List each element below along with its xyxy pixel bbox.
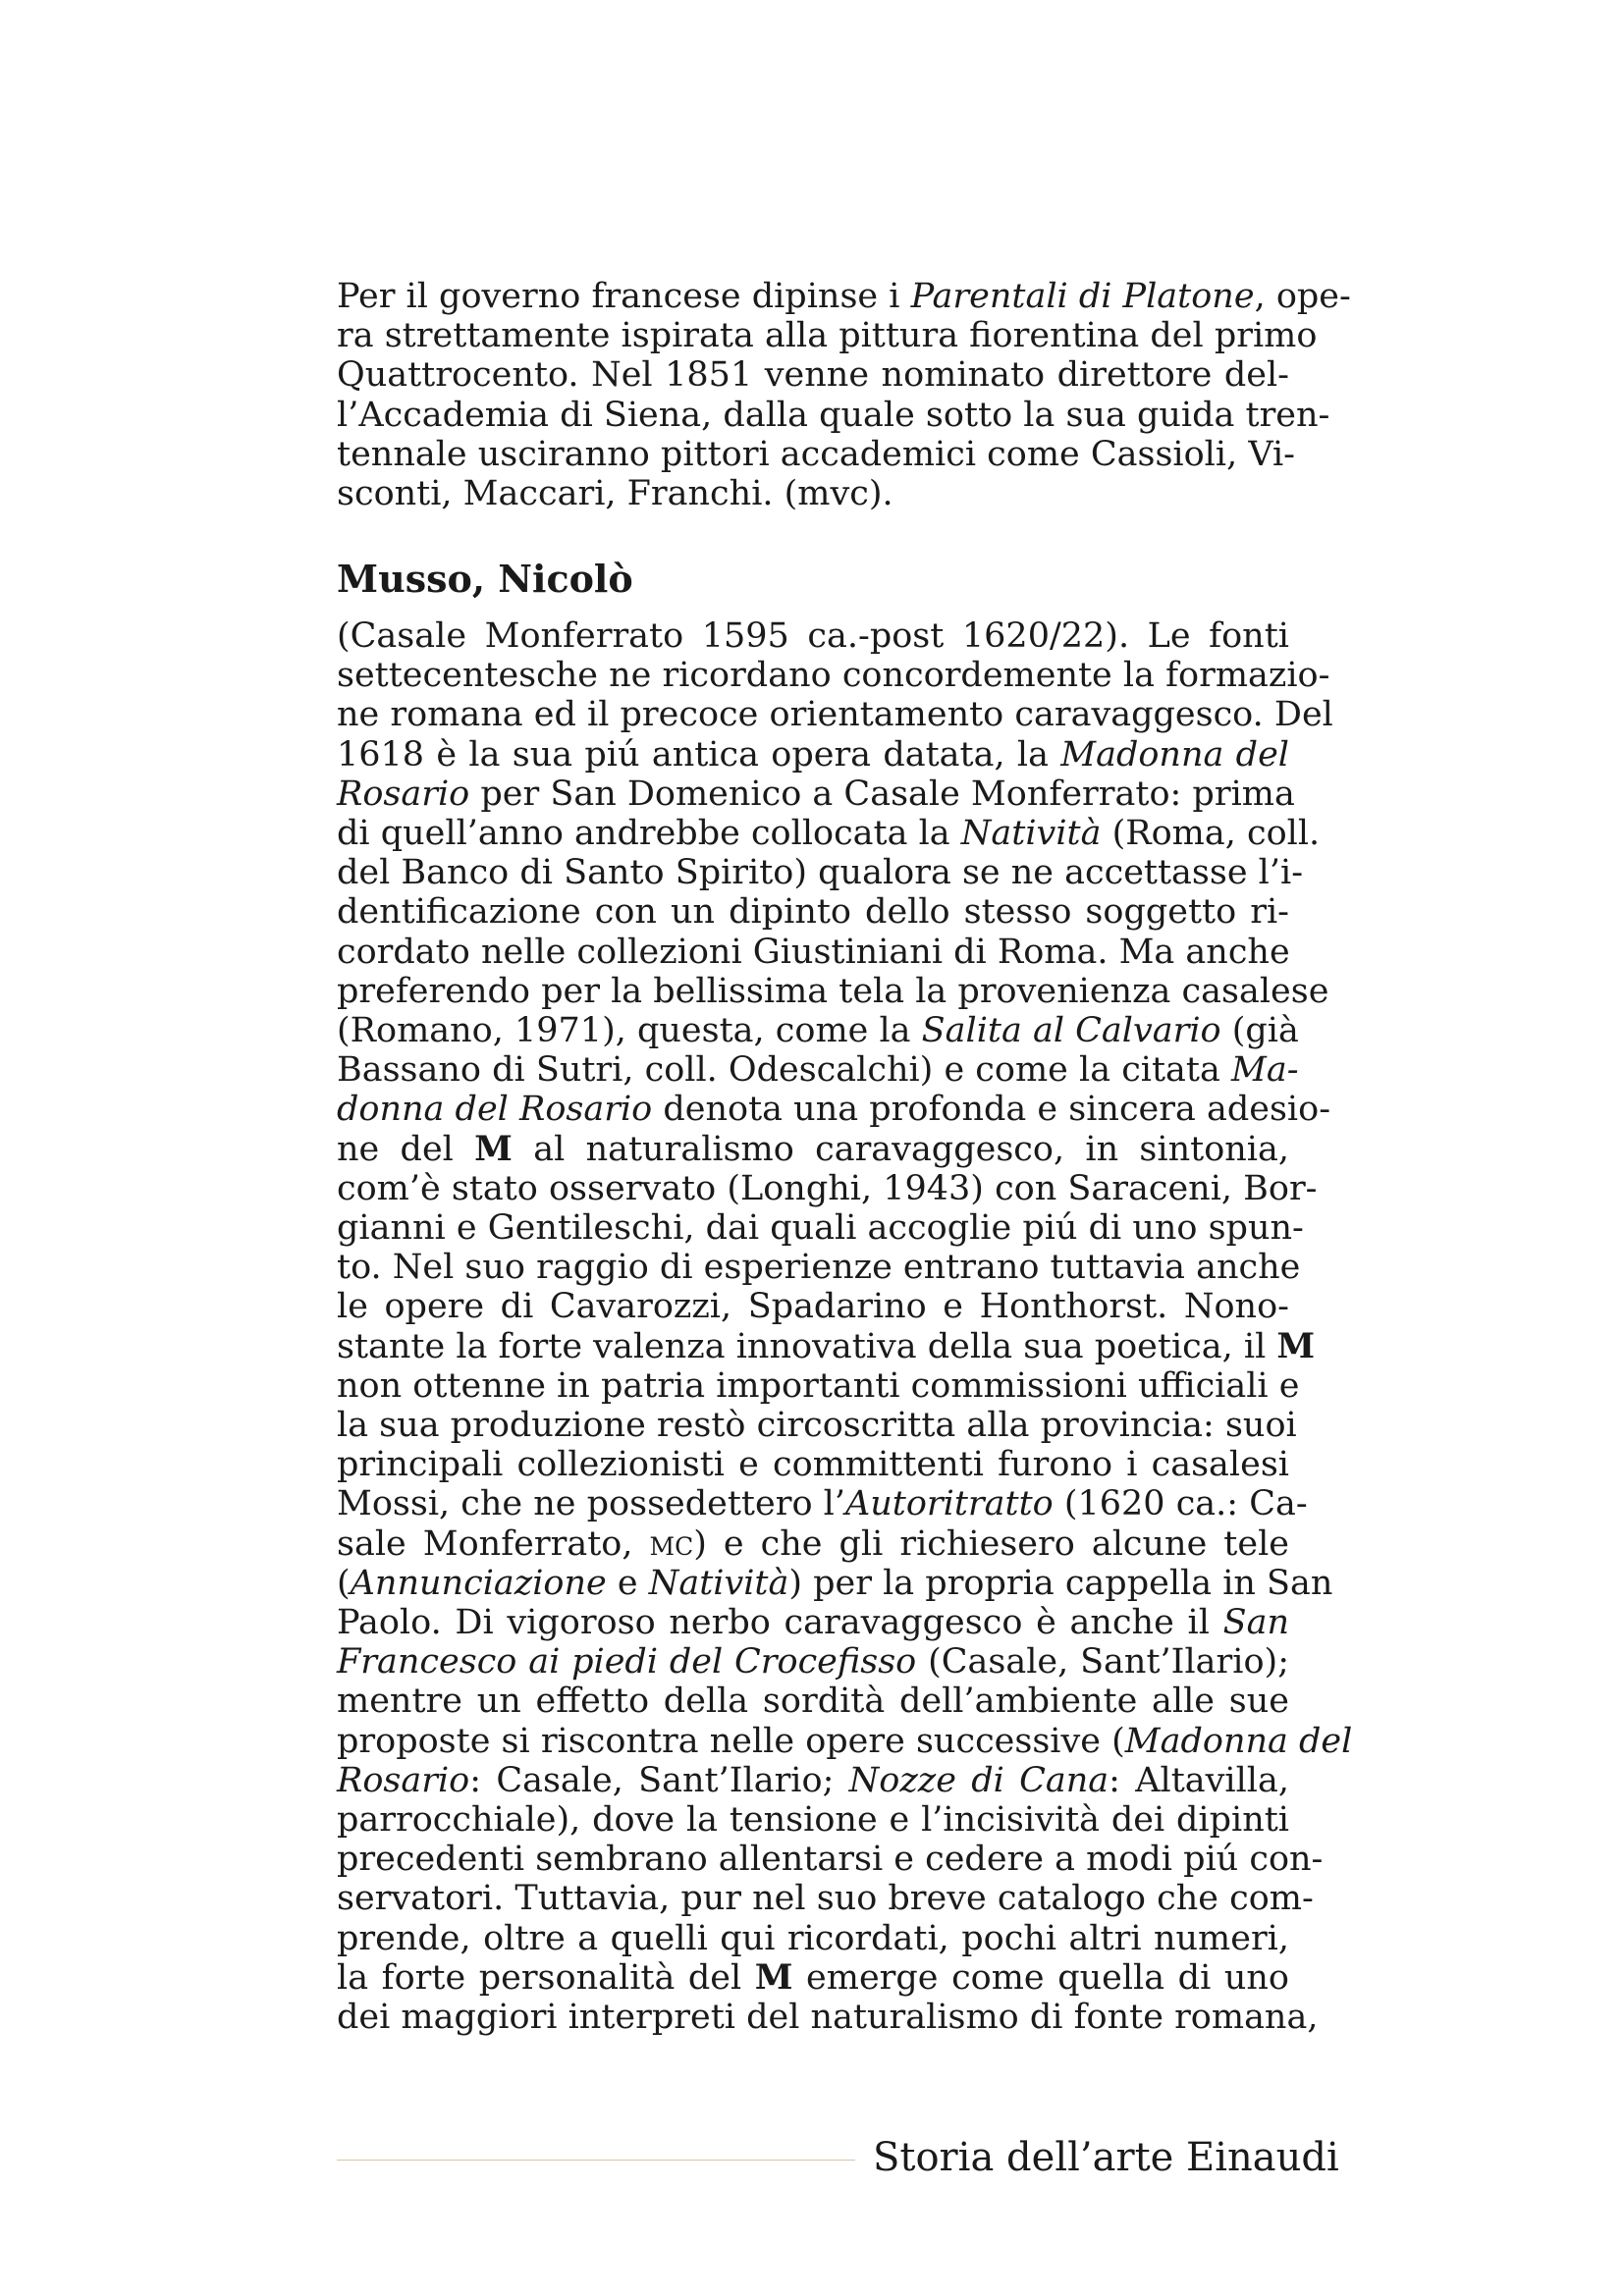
text-line <box>337 1365 1300 1406</box>
text-run: e <box>606 1563 649 1603</box>
text-run: parrocchiale), dove la tensione e l’incisività dei dipinti <box>337 1800 1289 1840</box>
text-line <box>337 1563 1333 1603</box>
page-content <box>337 0 1353 2296</box>
text-line <box>337 656 1330 696</box>
italic-title: Natività <box>960 814 1102 853</box>
italic-title: Annunciazione <box>350 1563 607 1603</box>
text-line <box>337 1484 1308 1524</box>
text-line <box>337 695 1333 735</box>
text-line <box>337 1090 1331 1130</box>
text-line <box>337 892 1289 932</box>
text-run: dei maggiori interpreti del naturalismo di fonte romana, <box>337 1998 1319 2037</box>
text-run: di quell’anno andrebbe collocata la <box>337 814 961 853</box>
text-run: 1618 è la sua piú antica opera datata, la <box>337 734 1061 774</box>
text-run: la sua produzione restò circoscritta alla provincia: suoi <box>337 1406 1297 1445</box>
text-run: non ottenne in patria importanti commissioni ufficiali e <box>337 1365 1300 1406</box>
italic-title: Francesco ai piedi del Crocefisso <box>337 1642 917 1682</box>
text-run: l’Accademia di Siena, dalla quale sotto la sua guida tren- <box>337 395 1330 435</box>
text-line <box>337 735 1289 774</box>
text-line <box>337 1050 1299 1091</box>
italic-title: Nozze di Cana <box>848 1760 1109 1800</box>
text-run: per San Domenico a Casale Monferrato: prima <box>469 774 1295 814</box>
text-line <box>337 1603 1289 1642</box>
text-run: (Roma, coll. <box>1101 814 1321 853</box>
small-caps-abbreviation: mc <box>649 1523 694 1564</box>
text-run: stante la forte valenza innovativa della sua poetica, il <box>337 1326 1277 1366</box>
text-line <box>337 1919 1289 1958</box>
text-line <box>337 355 1289 395</box>
italic-title: Natività <box>648 1563 789 1603</box>
text-run: (Casale, Sant’Ilario); <box>916 1642 1289 1682</box>
text-run: principali collezionisti e committenti furono i casalesi <box>337 1445 1289 1485</box>
text-line <box>337 434 1296 474</box>
text-run: al naturalismo caravaggesco, in sintonia, <box>512 1129 1289 1169</box>
text-run: la forte personalità del <box>337 1957 755 1998</box>
text-run: Bassano di Sutri, coll. Odescalchi) e come la citata <box>337 1050 1231 1091</box>
text-line <box>337 1208 1304 1248</box>
italic-title: Parentali di Platone <box>910 277 1255 316</box>
text-run: le opere di Cavarozzi, Spadarino e Honthorst. Nono- <box>337 1287 1289 1327</box>
bold-abbreviation: M <box>1276 1325 1316 1366</box>
italic-title: Ma- <box>1230 1050 1299 1091</box>
text-line <box>337 277 1351 316</box>
text-run: : Casale, Sant’Ilario; <box>469 1760 849 1800</box>
text-run: cordato nelle collezioni Giustiniani di Roma. Ma anche <box>337 932 1290 972</box>
text-run: servatori. Tuttavia, pur nel suo breve catalogo che com- <box>337 1879 1314 1919</box>
italic-title: San <box>1222 1603 1289 1642</box>
text-line <box>337 1524 1289 1564</box>
footer-rule <box>337 2160 855 2161</box>
text-line <box>337 1879 1314 1919</box>
footer-title: Storia dell’arte Einaudi <box>873 2135 1339 2180</box>
text-line <box>337 1998 1319 2037</box>
text-line <box>337 474 893 513</box>
text-run: ) e che gli richiesero alcune tele <box>693 1523 1289 1564</box>
text-line <box>337 1248 1301 1288</box>
text-run: to. Nel suo raggio di esperienze entrano tuttavia anche <box>337 1248 1301 1288</box>
text-run: (già <box>1220 1011 1299 1050</box>
text-line <box>337 853 1304 893</box>
text-run: , ope- <box>1254 277 1351 316</box>
text-run: (Casale Monferrato 1595 ca.-post 1620/22). Le fonti <box>337 616 1289 656</box>
text-line <box>337 1958 1289 1998</box>
bold-abbreviation: M <box>754 1956 793 1998</box>
text-run: dentificazione con un dipinto dello stesso soggetto ri- <box>337 892 1289 933</box>
text-run: del Banco di Santo Spirito) qualora se ne accettasse l’i- <box>337 853 1304 893</box>
text-line <box>337 316 1318 356</box>
italic-title: Autoritratto <box>844 1484 1054 1524</box>
text-run: emerge come quella di uno <box>792 1957 1289 1998</box>
italic-title: Madonna del <box>1124 1721 1353 1761</box>
text-line <box>337 616 1289 656</box>
text-run: ( <box>337 1563 351 1603</box>
text-run: ne del <box>337 1129 475 1169</box>
italic-title: donna del Rosario <box>337 1090 653 1130</box>
italic-title: Salita al Calvario <box>921 1011 1221 1050</box>
text-run: precedenti sembrano allentarsi e cedere a modi piú con- <box>337 1840 1324 1880</box>
text-line <box>337 1682 1289 1721</box>
text-line <box>337 1011 1299 1050</box>
text-line <box>337 933 1289 972</box>
text-run: prende, oltre a quelli qui ricordati, pochi altri numeri, <box>337 1918 1289 1958</box>
text-line <box>337 1800 1289 1840</box>
entry-heading: Musso, Nicolò <box>337 557 633 601</box>
text-run: denota una profonda e sincera adesio- <box>652 1090 1331 1130</box>
text-run: tennale usciranno pittori accademici come Cassioli, Vi- <box>337 434 1296 474</box>
text-line <box>337 1130 1289 1169</box>
text-line <box>337 1445 1289 1484</box>
text-run: sale Monferrato, <box>337 1523 650 1564</box>
text-line <box>337 814 1321 853</box>
text-run: preferendo per la bellissima tela la provenienza casalese <box>337 971 1329 1011</box>
italic-title: Rosario <box>337 774 470 814</box>
text-run: (1620 ca.: Ca- <box>1053 1484 1308 1524</box>
text-run: settecentesche ne ricordano concordemente la formazio- <box>337 656 1330 696</box>
text-run: Paolo. Di vigoroso nerbo caravaggesco è anche il <box>337 1603 1223 1642</box>
text-line <box>337 1325 1316 1366</box>
text-run: ne romana ed il precoce orientamento caravaggesco. Del <box>337 695 1333 735</box>
italic-title: Rosario <box>337 1760 470 1800</box>
italic-title: Madonna del <box>1060 734 1289 774</box>
text-line <box>337 1840 1324 1880</box>
text-run: (Romano, 1971), questa, come la <box>337 1011 922 1050</box>
text-line <box>337 774 1295 814</box>
text-line <box>337 1642 1289 1682</box>
text-run: sconti, Maccari, Franchi. (mvc). <box>337 474 893 513</box>
text-line <box>337 1287 1289 1326</box>
text-run: Per il governo francese dipinse i <box>337 277 911 316</box>
text-line <box>337 1168 1318 1208</box>
text-run: Mossi, che ne possedettero l’ <box>337 1484 845 1524</box>
text-run: ) per la propria cappella in San <box>788 1563 1333 1603</box>
text-run: com’è stato osservato (Longhi, 1943) con Saraceni, Bor- <box>337 1168 1318 1208</box>
text-run: Quattrocento. Nel 1851 venne nominato direttore del- <box>337 355 1289 396</box>
text-line <box>337 1721 1353 1761</box>
bold-abbreviation: M <box>474 1128 513 1169</box>
text-line <box>337 395 1330 435</box>
text-line <box>337 1406 1297 1445</box>
text-run: gianni e Gentileschi, dai quali accoglie piú di uno spun- <box>337 1208 1304 1248</box>
text-run: : Altavilla, <box>1109 1760 1289 1800</box>
text-run: proposte si riscontra nelle opere successive ( <box>337 1721 1125 1761</box>
text-line <box>337 1761 1289 1800</box>
text-run: mentre un effetto della sordità dell’ambiente alle sue <box>337 1682 1289 1722</box>
text-line <box>337 971 1329 1011</box>
text-run: ra strettamente ispirata alla pittura fiorentina del primo <box>337 316 1318 356</box>
